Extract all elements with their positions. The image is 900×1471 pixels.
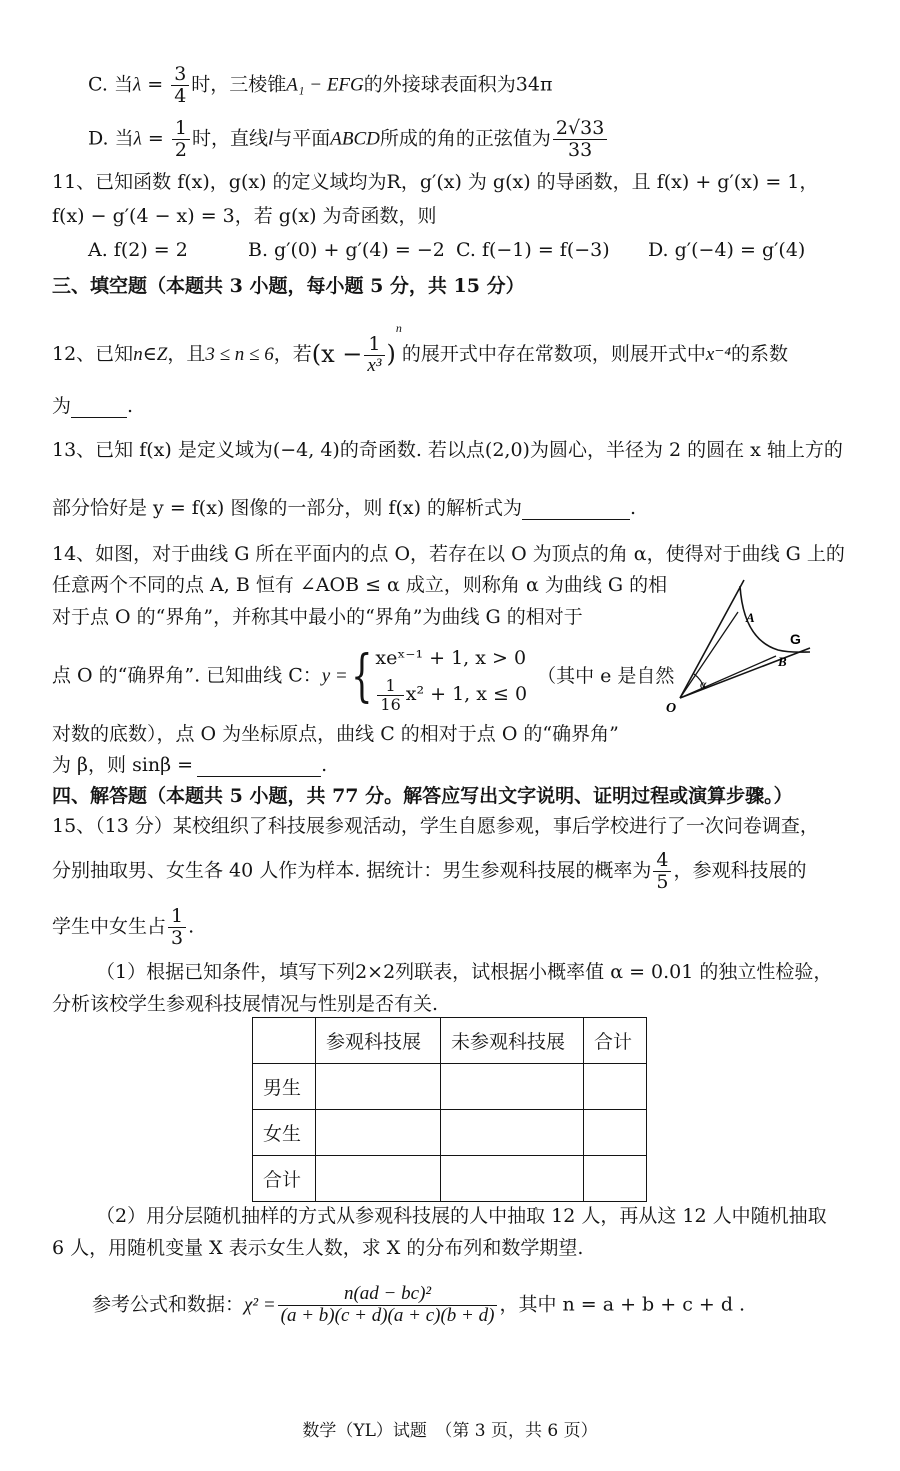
fraction-four-fifths: $\frac{4}{5}$ [653, 850, 671, 893]
ray-upper [680, 580, 744, 698]
fraction-sine-value: $\frac{2√33}{33}$ [553, 118, 607, 161]
row-label-male: 男生 [253, 1064, 316, 1110]
table-header-cell: 参观科技展 [316, 1018, 441, 1064]
table-cell[interactable] [584, 1156, 647, 1202]
q15-part-1-line-1: （1）根据已知条件，填写下列2×2列联表，试根据小概率值 α = 0.01 的独立性检验， [96, 961, 833, 983]
table-header-cell: 合计 [584, 1018, 647, 1064]
table-row [253, 1110, 647, 1156]
table-cell[interactable] [316, 1110, 441, 1156]
answer-blank-q12[interactable] [71, 399, 127, 418]
fraction-one-third: $\frac{1}{3}$ [168, 906, 186, 949]
q12-line-1: 12、已知n∈Z，且3 ≤ n ≤ 6，若(x − $\frac{1}{\text{x³}}$ )$^n$的展开式中存在常数项，则展开式中x⁻⁴的系数 [52, 321, 788, 376]
q11-option-b: B. g′(0) + g′(4) = −2 [248, 239, 445, 261]
table-header-cell [253, 1018, 316, 1064]
q13-line-2: 部分恰好是 y = f(x) 图像的一部分，则 f(x) 的解析式为 . [52, 497, 637, 519]
q14-line-4: 点 O 的“确界角”. 已知曲线 C：y ={ xeˣ⁻¹ + 1, x > 0 $\frac{1}{16}$ x² + 1, x ≤ 0 （其中 e 是自然 [52, 640, 674, 713]
q14-line-6: 为 β，则 sinβ = . [52, 754, 328, 776]
row-label-total: 合计 [253, 1156, 316, 1202]
q15-part-2-line-1: （2）用分层随机抽样的方式从参观科技展的人中抽取 12 人，再从这 12 人中随机抽取 [96, 1205, 827, 1227]
q11-option-a: A. f(2) = 2 [88, 239, 188, 261]
q10-option-c: C. 当λ = $\frac{3}{4}$ 时，三棱锥A₁ − EFG的外接球表面积为34π [88, 63, 553, 107]
q11-option-c: C. f(−1) = f(−3) [456, 239, 610, 261]
q12-line-2: 为 . [52, 395, 134, 417]
piecewise-brace: { [350, 643, 373, 709]
q14-line-3: 对于点 O 的“界角”，并称其中最小的“界角”为曲线 G 的相对于 [52, 606, 583, 628]
section-4-heading: 四、解答题（本题共 5 小题，共 77 分。解答应写出文字说明、证明过程或演算步骤。） [52, 785, 793, 807]
page-footer: 数学（YL）试题 （第 3 页，共 6 页） [302, 1421, 598, 1441]
table-cell[interactable] [441, 1064, 584, 1110]
piecewise-cases: xeˣ⁻¹ + 1, x > 0 $\frac{1}{16}$ x² + 1, x ≤ 0 [375, 647, 528, 714]
table-row [253, 1064, 647, 1110]
contingency-table [252, 1017, 647, 1202]
label-g: G [790, 631, 801, 647]
q11-line-2: f(x) − g′(4 − x) = 3，若 g(x) 为奇函数，则 [52, 205, 437, 227]
table-header-row [253, 1018, 647, 1064]
table-header-cell: 未参观科技展 [441, 1018, 584, 1064]
answer-blank-q13[interactable] [522, 501, 630, 520]
bounding-angle-figure [664, 576, 818, 716]
table-cell[interactable] [441, 1110, 584, 1156]
label-o: O [666, 701, 677, 716]
answer-blank-q14[interactable] [197, 758, 321, 777]
fraction-one-over-x-cubed: $\frac{1}{\text{x³}}$ [364, 334, 384, 377]
table-cell[interactable] [584, 1064, 647, 1110]
label-b: B [778, 654, 787, 669]
fraction-three-quarters: $\frac{3}{4}$ [171, 64, 189, 107]
q14-line-1: 14、如图，对于曲线 G 所在平面内的点 O，若存在以 O 为顶点的角 α，使得对于曲线 G 上的 [52, 543, 845, 565]
q15-line-3: 学生中女生占 $\frac{1}{3}$ . [52, 905, 195, 949]
fraction-one-half: $\frac{1}{2}$ [172, 118, 190, 161]
table-cell[interactable] [441, 1156, 584, 1202]
q11-option-d: D. g′(−4) = g′(4) [648, 239, 806, 261]
reference-formula: 参考公式和数据：χ² = $\frac{\text{n(ad − bc)²}}{(a + b)(c + d)(a + c)(b + d)}$ ，其中 n = a + b + c + d . [92, 1283, 746, 1326]
fraction-one-sixteenth: $\frac{1}{16}$ [377, 677, 403, 713]
q15-line-1: 15、（13 分）某校组织了科技展参观活动，学生自愿参观，事后学校进行了一次问卷调查， [52, 815, 819, 837]
q14-line-5: 对数的底数），点 O 为坐标原点，曲线 C 的相对于点 O 的“确界角” [52, 723, 619, 745]
q15-part-1-line-2: 分析该校学生参观科技展情况与性别是否有关. [52, 993, 439, 1015]
q11-line-1: 11、已知函数 f(x)，g(x) 的定义域均为R，g′(x) 为 g(x) 的导函数，且 f(x) + g′(x) = 1， [52, 171, 819, 193]
table-cell[interactable] [584, 1110, 647, 1156]
table-cell[interactable] [316, 1156, 441, 1202]
table-cell[interactable] [316, 1064, 441, 1110]
q15-part-2-line-2: 6 人，用随机变量 X 表示女生人数，求 X 的分布列和数学期望. [52, 1237, 584, 1259]
q15-line-2: 分别抽取男、女生各 40 人作为样本. 据统计：男生参观科技展的概率为 $\frac{4}{5}$ ，参观科技展的 [52, 849, 807, 893]
table-row [253, 1156, 647, 1202]
row-label-female: 女生 [253, 1110, 316, 1156]
label-a: A [746, 610, 755, 625]
section-3-heading: 三、填空题（本题共 3 小题，每小题 5 分，共 15 分） [52, 275, 525, 297]
q14-line-2: 任意两个不同的点 A, B 恒有 ∠AOB ≤ α 成立，则称角 α 为曲线 G 的相 [52, 574, 668, 596]
label-alpha: α [700, 677, 707, 691]
q10-option-d: D. 当λ = $\frac{1}{2}$ 时，直线l与平面ABCD所成的角的正弦值为 $\frac{2√33}{33}$ [88, 118, 609, 161]
q13-line-1: 13、已知 f(x) 是定义域为(−4, 4)的奇函数. 若以点(2,0)为圆心，半径为 2 的圆在 x 轴上方的 [52, 439, 843, 461]
chi-square-fraction: $\frac{\text{n(ad − bc)²}}{(a + b)(c + d)(a + c)(b + d)}$ [278, 1284, 498, 1327]
